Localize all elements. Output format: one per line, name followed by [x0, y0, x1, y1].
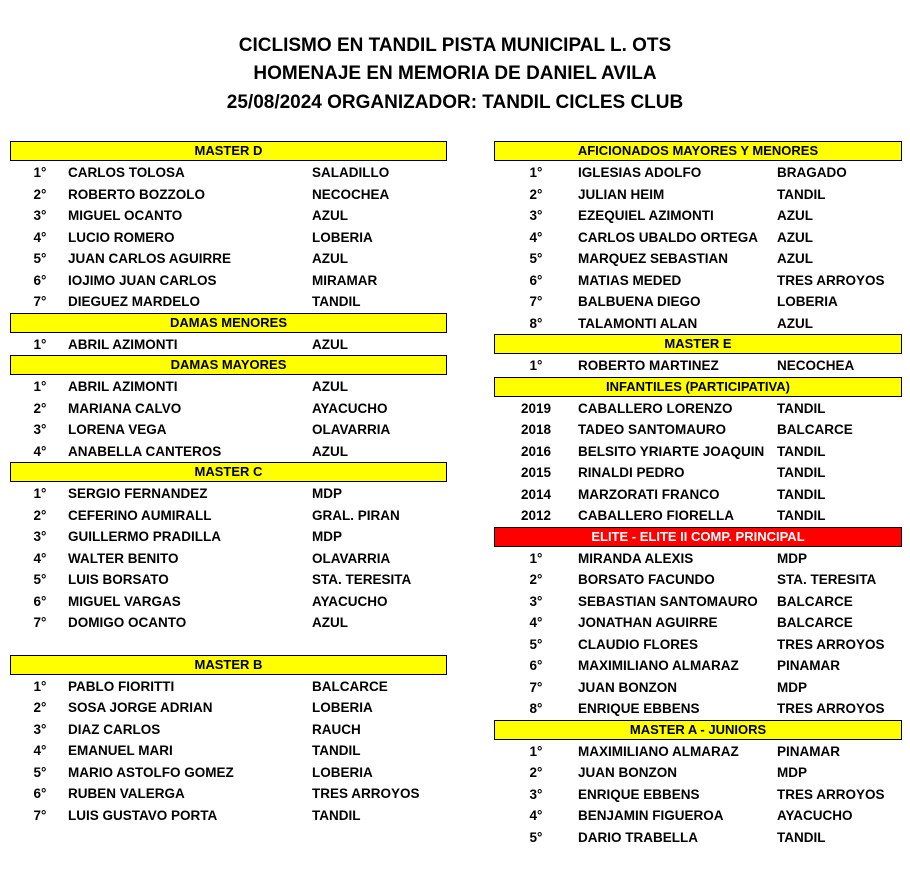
rider-city: TANDIL — [312, 743, 361, 758]
result-row — [494, 227, 902, 249]
position: 4° — [33, 550, 47, 566]
position: 5° — [33, 251, 47, 266]
position: 1° — [529, 165, 543, 180]
rider-city: TANDIL — [777, 443, 826, 459]
rider-name: JONATHAN AGUIRRE — [578, 615, 718, 630]
position: 1° — [33, 678, 47, 694]
position: 3° — [529, 208, 543, 223]
rider-name: MIRANDA ALEXIS — [578, 550, 694, 566]
rider-city: TANDIL — [312, 294, 361, 309]
rider-name: JULIAN HEIM — [578, 186, 665, 202]
position: 2018 — [520, 422, 552, 437]
position: 5° — [529, 829, 543, 845]
rider-name: SEBASTIAN SANTOMAURO — [578, 593, 758, 609]
rider-name: SERGIO FERNANDEZ — [68, 486, 208, 501]
result-row — [494, 313, 902, 335]
rider-name: BELSITO YRIARTE JOAQUIN — [578, 443, 765, 459]
result-row — [494, 655, 902, 677]
position: 7° — [33, 615, 47, 630]
rider-city: AZUL — [777, 229, 813, 245]
rider-name: MARQUEZ SEBASTIAN — [578, 251, 729, 266]
position: 2° — [33, 507, 47, 523]
position: 2012 — [520, 508, 552, 523]
rider-name: WALTER BENITO — [68, 550, 179, 566]
result-row — [494, 677, 902, 699]
rider-name: IOJIMO JUAN CARLOS — [68, 272, 217, 288]
title-line-3: 25/08/2024 ORGANIZADOR: TANDIL CICLES CLUB — [226, 92, 684, 113]
position: 4° — [33, 443, 47, 459]
result-row — [494, 184, 902, 206]
result-row — [10, 697, 447, 719]
result-row — [10, 162, 447, 184]
rider-city: TRES ARROYOS — [777, 636, 885, 652]
rider-city: AZUL — [777, 208, 813, 223]
position: 2019 — [520, 400, 552, 416]
rider-city: TRES ARROYOS — [312, 786, 420, 801]
position: 1° — [529, 550, 543, 566]
result-row — [10, 248, 447, 270]
rider-city: TRES ARROYOS — [777, 786, 885, 802]
rider-name: PABLO FIORITTI — [68, 678, 175, 694]
rider-name: ABRIL AZIMONTI — [68, 379, 178, 394]
rider-name: BALBUENA DIEGO — [578, 294, 701, 309]
rider-name: CARLOS TOLOSA — [68, 165, 185, 180]
position: 2° — [33, 186, 47, 202]
result-row — [10, 184, 447, 206]
category-header-damas-mayores: DAMAS MAYORES — [10, 355, 447, 375]
rider-name: GUILLERMO PRADILLA — [68, 529, 221, 544]
rider-name: ROBERTO MARTINEZ — [578, 358, 719, 373]
position: 1° — [33, 486, 47, 501]
result-row — [494, 548, 902, 570]
position: 6° — [529, 272, 543, 288]
rider-name: TALAMONTI ALAN — [578, 315, 698, 331]
rider-name: LUIS BORSATO — [68, 572, 169, 587]
rider-name: DARIO TRABELLA — [578, 829, 698, 845]
rider-name: CEFERINO AUMIRALL — [68, 507, 212, 523]
category-header-aficionados: AFICIONADOS MAYORES Y MENORES — [494, 141, 902, 161]
position: 4° — [33, 229, 47, 245]
position: 2014 — [520, 486, 552, 502]
position: 5° — [33, 764, 47, 780]
position: 3° — [33, 721, 47, 737]
result-row — [10, 483, 447, 505]
position: 4° — [529, 615, 543, 630]
position: 5° — [529, 251, 543, 266]
result-row — [10, 548, 447, 570]
rider-name: BENJAMIN FIGUEROA — [578, 808, 724, 823]
position: 3° — [529, 593, 543, 609]
right-column — [494, 141, 902, 848]
category-header-master-c: MASTER C — [10, 462, 447, 482]
position: 2° — [529, 186, 543, 202]
result-row — [10, 676, 447, 698]
rider-name: CLAUDIO FLORES — [578, 636, 698, 652]
rider-city: OLAVARRIA — [312, 550, 391, 566]
rider-city: TRES ARROYOS — [777, 701, 885, 716]
rider-name: ENRIQUE EBBENS — [578, 701, 700, 716]
result-row — [494, 741, 902, 763]
rider-city: AZUL — [312, 251, 348, 266]
category-header-master-e: MASTER E — [494, 334, 902, 354]
result-row — [10, 591, 447, 613]
rider-city: STA. TERESITA — [777, 572, 877, 587]
result-row — [10, 526, 447, 548]
rider-city: AZUL — [312, 379, 348, 394]
result-row — [494, 291, 902, 313]
rider-city: AYACUCHO — [777, 808, 853, 823]
result-row — [10, 227, 447, 249]
rider-city: MDP — [777, 679, 807, 695]
rider-name: MIGUEL OCANTO — [68, 208, 183, 223]
position: 1° — [529, 743, 543, 759]
result-row — [10, 270, 447, 292]
result-row — [494, 505, 902, 527]
rider-city: BRAGADO — [777, 165, 847, 180]
rider-name: RUBEN VALERGA — [68, 786, 185, 801]
result-row — [494, 591, 902, 613]
rider-city: GRAL. PIRAN — [312, 507, 400, 523]
category-header-elite: ELITE - ELITE II COMP. PRINCIPAL — [494, 527, 902, 547]
result-row — [494, 805, 902, 827]
rider-name: JUAN CARLOS AGUIRRE — [68, 251, 232, 266]
rider-city: TANDIL — [312, 807, 361, 823]
result-row — [494, 270, 902, 292]
rider-city: LOBERIA — [312, 700, 373, 715]
result-row — [10, 334, 447, 356]
rider-name: MARZORATI FRANCO — [578, 486, 720, 502]
rider-name: CABALLERO LORENZO — [578, 400, 733, 416]
rider-city: TANDIL — [777, 508, 826, 523]
rider-name: DIAZ CARLOS — [68, 721, 161, 737]
rider-city: MDP — [777, 765, 807, 780]
position: 2° — [529, 572, 543, 587]
position: 2016 — [520, 443, 552, 459]
result-row — [10, 398, 447, 420]
rider-city: RAUCH — [312, 721, 361, 737]
category-header-master-b: MASTER B — [10, 655, 447, 675]
rider-name: MATIAS MEDED — [578, 272, 682, 288]
position: 6° — [33, 593, 47, 609]
rider-city: LOBERIA — [312, 229, 373, 245]
position: 4° — [529, 808, 543, 823]
rider-name: DOMIGO OCANTO — [68, 615, 187, 630]
result-row — [10, 376, 447, 398]
rider-city: TANDIL — [777, 400, 826, 416]
rider-city: AZUL — [777, 315, 813, 331]
rider-city: AZUL — [312, 443, 348, 459]
result-row — [494, 827, 902, 849]
position: 8° — [529, 315, 543, 331]
result-row — [494, 569, 902, 591]
result-row — [10, 762, 447, 784]
result-row — [494, 698, 902, 720]
rider-name: ROBERTO BOZZOLO — [68, 186, 205, 202]
rider-name: JUAN BONZON — [578, 765, 678, 780]
position: 5° — [529, 636, 543, 652]
category-header-infantiles: INFANTILES (PARTICIPATIVA) — [494, 377, 902, 397]
title-line-2: HOMENAJE EN MEMORIA DE DANIEL AVILA — [253, 63, 657, 84]
position: 5° — [33, 572, 47, 587]
position: 1° — [33, 379, 47, 394]
position: 8° — [529, 701, 543, 716]
category-header-master-a: MASTER A - JUNIORS — [494, 720, 902, 740]
position: 1° — [33, 165, 47, 180]
rider-city: PINAMAR — [777, 743, 840, 759]
rider-name: RINALDI PEDRO — [578, 465, 685, 480]
rider-city: NECOCHEA — [312, 186, 390, 202]
position: 7° — [529, 294, 543, 309]
result-row — [494, 612, 902, 634]
rider-name: LORENA VEGA — [68, 422, 167, 437]
rider-city: MIRAMAR — [312, 272, 378, 288]
rider-name: SOSA JORGE ADRIAN — [68, 700, 213, 715]
rider-name: MAXIMILIANO ALMARAZ — [578, 658, 739, 673]
result-row — [494, 248, 902, 270]
position: 6° — [529, 658, 543, 673]
position: 7° — [33, 294, 47, 309]
result-row — [10, 419, 447, 441]
position: 2° — [529, 765, 543, 780]
rider-city: BALCARCE — [777, 593, 853, 609]
result-row — [10, 783, 447, 805]
result-row — [10, 505, 447, 527]
result-row — [10, 569, 447, 591]
rider-name: LUCIO ROMERO — [68, 229, 175, 245]
position: 7° — [529, 679, 543, 695]
result-row — [10, 612, 447, 634]
category-header-damas-menores: DAMAS MENORES — [10, 313, 447, 333]
result-row — [494, 162, 902, 184]
position: 6° — [33, 272, 47, 288]
position: 4° — [529, 229, 543, 245]
rider-name: MARIO ASTOLFO GOMEZ — [68, 764, 234, 780]
rider-city: STA. TERESITA — [312, 572, 412, 587]
result-row — [10, 805, 447, 827]
rider-name: ANABELLA CANTEROS — [68, 443, 222, 459]
result-row — [10, 441, 447, 463]
position: 7° — [33, 807, 47, 823]
rider-city: AYACUCHO — [312, 400, 388, 416]
rider-name: MAXIMILIANO ALMARAZ — [578, 743, 739, 759]
result-row — [494, 398, 902, 420]
rider-name: DIEGUEZ MARDELO — [68, 294, 201, 309]
rider-city: MDP — [312, 529, 342, 544]
rider-name: BORSATO FACUNDO — [578, 572, 715, 587]
result-row — [10, 205, 447, 227]
rider-city: BALCARCE — [777, 615, 853, 630]
result-row — [10, 719, 447, 741]
rider-city: BALCARCE — [312, 678, 388, 694]
rider-city: TANDIL — [777, 829, 826, 845]
position: 3° — [33, 529, 47, 544]
rider-city: TANDIL — [777, 486, 826, 502]
rider-city: NECOCHEA — [777, 358, 855, 373]
result-row — [494, 784, 902, 806]
result-row — [10, 740, 447, 762]
result-row — [494, 762, 902, 784]
rider-name: TADEO SANTOMAURO — [578, 422, 726, 437]
position: 3° — [33, 422, 47, 437]
rider-name: EZEQUIEL AZIMONTI — [578, 208, 714, 223]
left-column — [10, 141, 447, 826]
rider-city: PINAMAR — [777, 658, 840, 673]
rider-city: AZUL — [777, 251, 813, 266]
rider-city: SALADILLO — [312, 165, 390, 180]
section-spacer — [10, 634, 447, 655]
rider-city: TANDIL — [777, 465, 826, 480]
rider-city: AZUL — [312, 615, 348, 630]
result-row — [494, 484, 902, 506]
rider-city: LOBERIA — [777, 294, 838, 309]
rider-city: MDP — [777, 550, 807, 566]
position: 6° — [33, 786, 47, 801]
result-row — [494, 634, 902, 656]
rider-name: LUIS GUSTAVO PORTA — [68, 807, 218, 823]
rider-city: OLAVARRIA — [312, 422, 391, 437]
rider-city: TRES ARROYOS — [777, 272, 885, 288]
position: 3° — [33, 208, 47, 223]
rider-name: EMANUEL MARI — [68, 743, 173, 758]
rider-city: AYACUCHO — [312, 593, 388, 609]
rider-name: CARLOS UBALDO ORTEGA — [578, 229, 758, 245]
rider-city: TANDIL — [777, 186, 826, 202]
rider-city: MDP — [312, 486, 342, 501]
result-row — [494, 419, 902, 441]
rider-name: ABRIL AZIMONTI — [68, 336, 178, 352]
rider-city: BALCARCE — [777, 422, 853, 437]
result-row — [494, 205, 902, 227]
rider-name: CABALLERO FIORELLA — [578, 508, 734, 523]
position: 3° — [529, 786, 543, 802]
rider-name: ENRIQUE EBBENS — [578, 786, 700, 802]
rider-name: IGLESIAS ADOLFO — [578, 165, 702, 180]
position: 1° — [33, 336, 47, 352]
position: 4° — [33, 743, 47, 758]
position: 2° — [33, 700, 47, 715]
rider-city: LOBERIA — [312, 764, 373, 780]
rider-name: MIGUEL VARGAS — [68, 593, 181, 609]
title-line-1: CICLISMO EN TANDIL PISTA MUNICIPAL L. OTS — [238, 35, 672, 56]
position: 2° — [33, 400, 47, 416]
result-row — [494, 441, 902, 463]
position: 2015 — [520, 465, 552, 480]
category-header-master-d: MASTER D — [10, 141, 447, 161]
rider-name: JUAN BONZON — [578, 679, 678, 695]
result-row — [494, 355, 902, 377]
result-row — [10, 291, 447, 313]
rider-city: AZUL — [312, 336, 348, 352]
result-row — [494, 462, 902, 484]
position: 1° — [529, 358, 543, 373]
rider-city: AZUL — [312, 208, 348, 223]
rider-name: MARIANA CALVO — [68, 400, 182, 416]
